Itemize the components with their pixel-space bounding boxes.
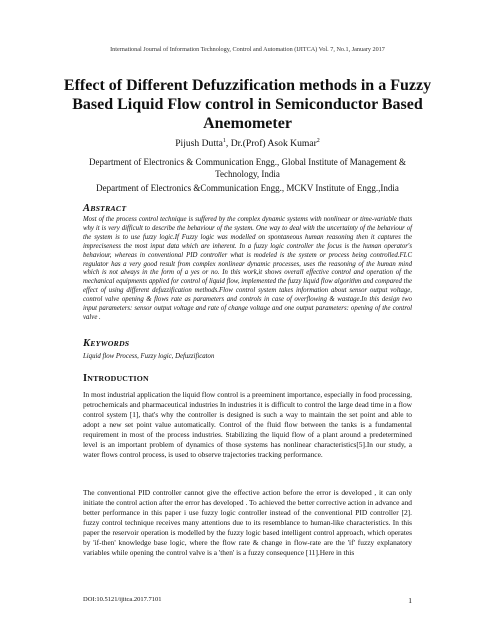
introduction-heading-rest: NTRODUCTION [87, 374, 149, 383]
affiliation-2: Department of Electronics &Communication Engg., MCKV Institute of Engg.,India [96, 183, 399, 193]
journal-header: International Journal of Information Technology, Control and Automation (IJITCA) Vol. 7, No.1, January 2017 [110, 46, 385, 53]
doi-footer: DOI:10.5121/ijitca.2017.7101 [83, 596, 162, 603]
abstract-heading-initial: A [83, 203, 91, 214]
abstract-heading [83, 203, 126, 214]
introduction-heading-initial: I [83, 373, 88, 384]
author-line [40, 138, 455, 149]
introduction-heading [83, 373, 149, 384]
author-2: Dr.(Prof) Asok Kumar [230, 138, 317, 149]
keywords-body: Liquid flow Process, Fuzzy logic, Defuzzificaton [83, 353, 215, 360]
keywords-heading [83, 338, 129, 349]
abstract-body: Most of the process control technique is suffered by the complex dynamic systems with nonlinear or time-variable thats why it is very difficult to describe the behaviour of the system. One way to deal with the uncertainty of the behaviour of the system is to use fuzzy logic.If Fuzzy logic was modelled on spontaneous human reasoning then it captures the impreciseness the most input data which are inherent. In a fuzzy logic controller the focus is the human operator's behaviour, whereas in conventional PID controller what is modeled is the system or process being controlled.FLC regulator has a very good result from complex nonlinear dynamic processes, uses the reasoning of the human mind which is not always in the form of a yes or no. In this work,it shows overall effective control and operation of the mechanical equipments applied for control of liquid flow, implemented the fuzzy liquid flow algorithm and compared the effect of using different defuzzification methods.Flow control system takes information about sensor output voltage, control valve opening & flows rate as parameters and controls in case of overflowing & wastage.In this design two input parameters: sensor output voltage and rate of change voltage and one output parameters: opening of the control valve . [83, 216, 412, 321]
introduction-paragraph-2: The conventional PID controller cannot give the effective action before the error is developed , it can only initiate the control action after the error has developed . To achieved the better corrective action in advance and better performance in this paper i use fuzzy logic controller instead of the conventional PID controller [2]. fuzzy control technique receives many attentions due to its resemblance to human-like characteristics. In this paper the reservoir operation is modelled by the fuzzy logic based intelligent control approach, which operates by 'if-then' knowledge base logic, where the flow rate & change in flow-rate are the 'if' fuzzy explanatory variables while opening the control valve is a 'then' is a fuzzy consequence [11].Here in this [83, 488, 412, 558]
introduction-paragraph-1: In most industrial application the liquid flow control is a preeminent importance, especially in food processing, petrochemicals and pharmaceutical industries In industries it is difficult to control the large dead time in a flow control system [1], that's why the controller is designed is such a way to maintain the set point and able to adopt a new set point value automatically. Control of the fluid flow between the tanks is a fundamental requirement in most of the process industries. Stabilizing the liquid flow of a plant around a predetermined level is an important problem of dynamics of those systems has nonlinear characteristics[5].In our study, a water flows control process, is used to observe trajectories tracking performance. [83, 390, 412, 460]
author-1-affil-mark: 1 [222, 137, 226, 144]
author-2-affil-mark: 2 [316, 137, 320, 144]
keywords-heading-rest: EYWORDS [90, 339, 130, 348]
author-1: Pijush Dutta [175, 138, 223, 149]
affiliation-1: Department of Electronics & Communication Engg., Global Institute of Management & Technology, India [89, 157, 406, 179]
page-number: 1 [408, 596, 412, 605]
paper-title: Effect of Different Defuzzification methods in a Fuzzy Based Liquid Flow control in Semiconductor Based Anemometer [63, 77, 432, 132]
keywords-heading-initial: K [83, 338, 91, 349]
abstract-heading-rest: BSTRACT [90, 204, 127, 213]
author-separator: , [225, 138, 231, 149]
